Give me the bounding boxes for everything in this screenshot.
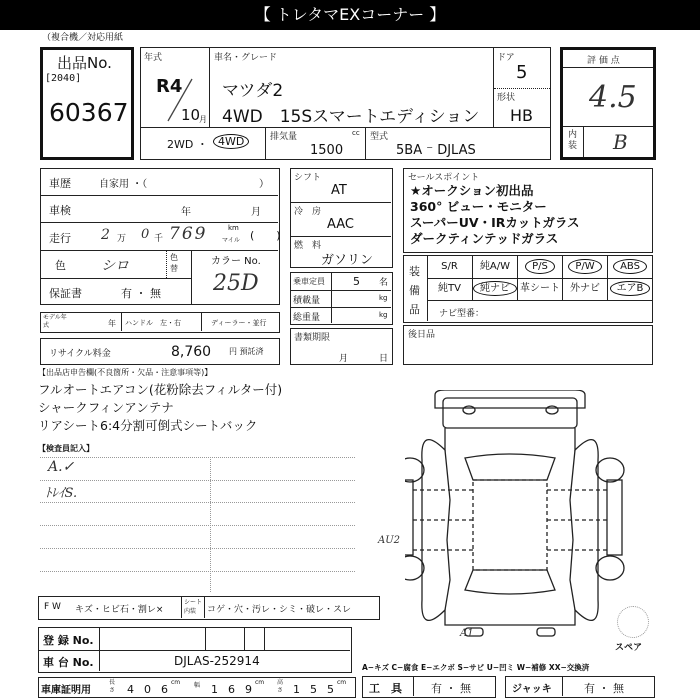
mileage-rest: 769 [169,224,208,244]
jack-value: 有 ・ 無 [584,682,624,695]
sales-point: ダークティンテッドガラス [410,231,559,246]
score-value: 4.5 [589,80,637,115]
recycle-value: 8,760 [171,344,212,360]
year-era: R4 [156,76,183,97]
warranty-value: 有 ・ 無 [121,287,161,300]
dealer-field: ディーラー・並行 [211,319,267,327]
capacity-value: 5 [353,275,360,288]
seat-label: シート内装 [184,599,203,615]
jack-label: ジャッキ [512,684,552,695]
fw-glass: キズ・ヒビ石・割レ× [75,605,164,615]
history-close: ） [259,179,269,190]
seller-note: リアシート6:4分割可倒式シートバック [38,418,258,433]
reg-label: 登 録 No. [43,634,94,647]
mileage-sen: 0 [141,227,150,242]
seller-notes-label: 【出品店申告欄(不良箇所・欠品・注意事項等)】 [38,368,213,377]
score-box [560,47,656,160]
seller-note: シャークフィンアンテナ [38,400,174,415]
equipment-item [562,278,607,300]
vehicle-info-block [40,168,280,305]
model-value: 5BA ⁻ DJLAS [396,143,476,158]
door-shape-box [493,47,551,128]
mileage-unit-km: km [228,224,239,232]
mileage-paren: ( ) [250,229,281,242]
mileage-sen-unit: 千 [154,234,164,244]
equipment-item-circled: エアB [610,281,651,296]
spare-tire-icon [617,606,649,638]
color-label: 色 [55,259,66,272]
seat-condition: コゲ・穴・汚レ・シミ・破レ・スレ [207,605,352,615]
length-unit: cm [171,679,181,686]
lot-sub: [2040] [45,73,82,84]
car-damage-diagram [405,390,635,645]
damage-mark-side: AU2 [378,535,401,546]
capacity-label: 乗車定員 [293,277,325,286]
damage-legend: A−キズ C−腐食 E−エクボ S−サビ U−凹ミ W−補修 XX−交換済 [362,663,590,672]
later-items-box [403,325,653,365]
shift-value: AT [331,183,347,198]
jack-box [505,676,655,698]
lot-label: 出品No. [57,54,112,72]
equipment-item [427,278,472,300]
height-digit: 1 [293,683,300,696]
equipment-item-label: 革シート [520,283,560,294]
docs-label: 書類期限 [294,333,331,343]
fw-label: F W [44,602,61,612]
equipment-item-circled: P/W [568,259,601,274]
equipment-item-circled: P/S [525,259,555,274]
width-label: 幅 [194,682,201,689]
tools-value: 有 ・ 無 [431,682,471,695]
sales-point: ★オークション初出品 [410,183,534,198]
door-value: 5 [516,62,528,83]
equipment-item [472,278,517,300]
spare-label: スペア [615,643,643,653]
header-bar: 【 トレタマEXコーナー 】 [0,0,700,30]
load-unit: kg [379,294,388,302]
car-name: マツダ2 [222,81,284,101]
garage-block [38,677,356,698]
lot-number: 60367 [49,98,129,127]
lot-box [40,47,134,160]
height-label: 高さ [277,679,284,694]
model-code-box [365,127,551,160]
year-box [140,47,210,128]
later-label: 後日品 [408,330,436,340]
mileage-man: 2 [101,227,110,243]
shape-label: 形状 [497,93,516,103]
equipment-item-circled: ABS [613,259,647,274]
year-month-unit: 月 [199,115,207,124]
year-month: 10 [181,106,201,124]
model-year-year: 年 [108,319,116,328]
chassis-value: DJLAS-252914 [174,654,260,668]
inspection-label: 車検 [49,204,71,217]
fuel-label: 燃 料 [294,241,322,251]
length-digit: 0 [144,683,151,696]
width-digit: 9 [245,683,252,696]
equipment-item [607,278,652,300]
drive-options: 2WD ・ [167,138,208,151]
form-note: （複合機／対応用紙 [42,33,124,43]
fuel-value: ガソリン [321,253,374,268]
equipment-grid [427,256,652,300]
color-no: 25D [213,271,259,296]
tools-label: 工 具 [369,682,402,695]
equipment-label: 装備品 [409,265,420,316]
registration-block [38,627,352,673]
equipment-item-circled: 純ナビ [473,281,517,296]
length-digit: 6 [161,683,168,696]
mileage-man-unit: 万 [117,234,127,244]
drive-box [140,127,266,160]
displacement-unit: cc [352,129,360,137]
sales-point: 360° ビュー・モニター [410,199,547,214]
equipment-item-label: S/R [441,261,458,272]
mileage-unit-mile: マイル [222,237,240,244]
capacity-unit: 名 [379,278,389,288]
inspector-note: ﾄﾚｲS. [45,486,78,501]
displacement-label: 排気量 [270,132,298,142]
equipment-item [517,278,562,300]
mileage-label: 走行 [49,232,71,245]
docs-month: 月 [339,354,349,364]
car-label: 車名・グレード [214,53,278,63]
drive-selected: 4WD [213,134,249,149]
height-digit: 5 [327,683,334,696]
tools-box [362,676,496,698]
shift-label: シフト [294,173,322,183]
car-name-box [209,47,494,128]
model-label: 型式 [370,132,389,142]
recycle-row [40,338,280,365]
gross-unit: kg [379,311,388,319]
model-year-row [40,312,280,333]
equipment-box [403,255,653,323]
interior-label: 内装 [568,130,578,151]
equipment-item [427,256,472,278]
color-change-label: 色替 [170,253,178,273]
equipment-item [562,256,607,278]
score-label: 評 価 点 [587,56,620,66]
equipment-item [517,256,562,278]
color-value: シロ [101,258,129,274]
gross-label: 総重量 [293,313,321,323]
equipment-item [472,256,517,278]
ac-label: 冷 房 [294,207,322,217]
equipment-item-label: 外ナビ [570,283,600,294]
interior-value: B [613,130,628,154]
docs-day: 日 [379,354,389,364]
handle-field: ハンドル 左・右 [125,319,181,327]
sales-points-label: セールスポイント [408,173,480,183]
car-grade: 4WD 15Sスマートエディション [222,107,480,127]
width-digit: 6 [228,683,235,696]
length-label: 長さ [109,679,116,694]
fw-seat-row [38,596,380,620]
recycle-unit: 円 預託済 [229,347,264,356]
inspection-month: 月 [251,207,261,218]
width-digit: 1 [211,683,218,696]
seller-note: フルオートエアコン(花粉除去フィルター付) [38,382,283,397]
navi-model-label: ナビ型番： [439,309,485,319]
model-year-label: モデル年式 [43,314,67,329]
displacement-box [265,127,366,160]
equipment-item-label: 純TV [438,283,461,294]
year-label: 年式 [144,53,163,63]
garage-label: 車庫証明用 [41,685,91,696]
warranty-label: 保証書 [49,287,82,300]
width-unit: cm [255,679,265,686]
height-digit: 5 [310,683,317,696]
equipment-item [607,256,652,278]
load-label: 積載量 [293,296,321,306]
spec-block [290,168,393,268]
ac-value: AAC [327,217,354,232]
displacement-value: 1500 [310,143,344,158]
inspector-label: 【検査員記入】 [38,444,94,453]
history-label: 車歴 [49,177,71,190]
chassis-label: 車 台 No. [43,656,94,669]
inspector-note: A.✓ [48,459,75,475]
sales-points-box [403,168,653,253]
inspection-year: 年 [181,207,191,218]
sales-point: スーパーUV・IRカットガラス [410,215,580,230]
history-value: 自家用 ・（ [99,179,148,190]
door-label: ドア [497,53,515,63]
recycle-label: リサイクル料金 [49,349,111,359]
length-digit: 4 [127,683,134,696]
capacity-block [290,272,393,325]
color-no-label: カラー No. [211,256,261,267]
equipment-item-label: 純A/W [479,261,511,272]
docs-block [290,328,393,365]
height-unit: cm [337,679,347,686]
shape-value: HB [510,106,534,125]
damage-mark-front: A1 [460,628,474,639]
